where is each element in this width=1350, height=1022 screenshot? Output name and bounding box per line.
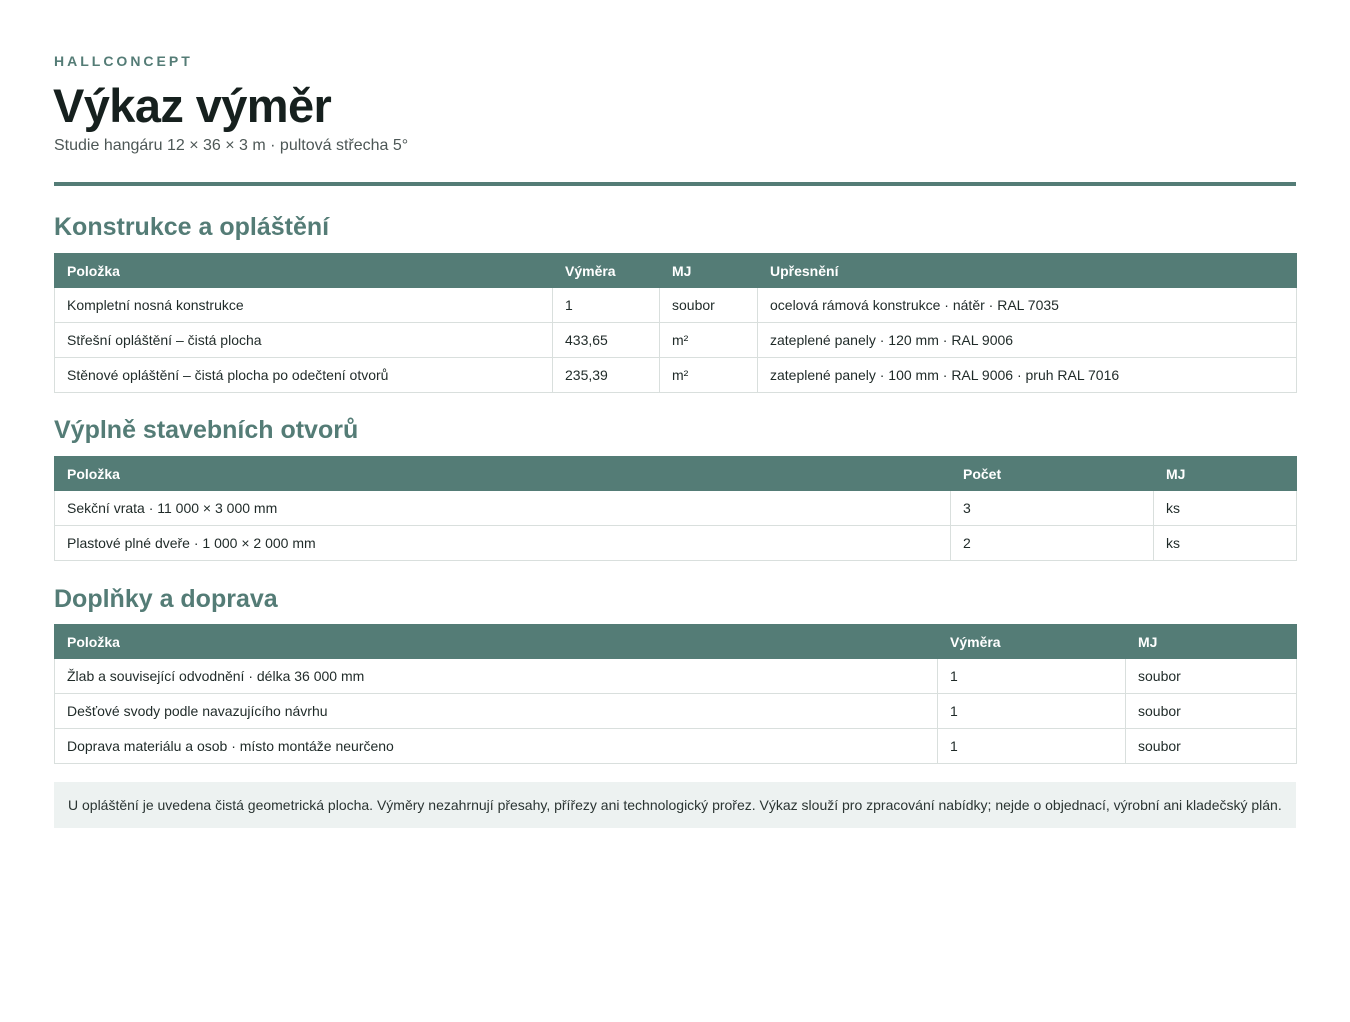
page-subtitle: Studie hangáru 12 × 36 × 3 m · pultová střecha 5° — [54, 137, 409, 154]
table-cell: Plastové plné dveře · 1 000 × 2 000 mm — [55, 526, 951, 561]
table-cell: Sekční vrata · 11 000 × 3 000 mm — [55, 491, 951, 526]
column-header: MJ — [660, 254, 758, 288]
table-cell: Střešní opláštění – čistá plocha — [55, 323, 553, 358]
table-cell: Dešťové svody podle navazujícího návrhu — [55, 694, 938, 729]
table-cell: 1 — [938, 659, 1126, 694]
column-header: Položka — [55, 457, 951, 491]
table-cell: 1 — [553, 288, 660, 323]
table-row — [55, 659, 1297, 694]
section-title-construction: Konstrukce a opláštění — [54, 213, 330, 241]
table-cell: Kompletní nosná konstrukce — [55, 288, 553, 323]
table-cell: soubor — [1126, 694, 1297, 729]
table-cell: 1 — [938, 729, 1126, 764]
table-cell: soubor — [660, 288, 758, 323]
openings-table — [54, 456, 1297, 561]
table-row — [55, 358, 1297, 393]
table-row — [55, 526, 1297, 561]
table-cell: Stěnové opláštění – čistá plocha po odečtení otvorů — [55, 358, 553, 393]
column-header: Počet — [951, 457, 1154, 491]
table-cell: m² — [660, 358, 758, 393]
table-cell: 3 — [951, 491, 1154, 526]
disclaimer-note — [54, 782, 1296, 828]
table-row — [55, 323, 1297, 358]
column-header: MJ — [1154, 457, 1297, 491]
table-cell: soubor — [1126, 729, 1297, 764]
column-header: MJ — [1126, 625, 1297, 659]
table-header-row — [55, 254, 1297, 288]
section-title-openings: Výplně stavebních otvorů — [54, 416, 359, 444]
table-cell: zateplené panely · 100 mm · RAL 9006 · pruh RAL 7016 — [758, 358, 1297, 393]
construction-table — [54, 253, 1297, 393]
column-header: Položka — [55, 254, 553, 288]
table-cell: ks — [1154, 491, 1297, 526]
table-cell: zateplené panely · 120 mm · RAL 9006 — [758, 323, 1297, 358]
table-header-row — [55, 457, 1297, 491]
table-cell: ks — [1154, 526, 1297, 561]
table-cell: 235,39 — [553, 358, 660, 393]
section-title-accessories: Doplňky a doprava — [54, 585, 278, 613]
table-cell: 433,65 — [553, 323, 660, 358]
table-cell: ocelová rámová konstrukce · nátěr · RAL 7035 — [758, 288, 1297, 323]
table-row — [55, 729, 1297, 764]
table-row — [55, 694, 1297, 729]
table-cell: Doprava materiálu a osob · místo montáže neurčeno — [55, 729, 938, 764]
disclaimer-text: U opláštění je uvedena čistá geometrická plocha. Výměry nezahrnují přesahy, přířezy ani technologický prořez. Výkaz slouží pro zpracování nabídky; nejde o objednací, výrobní ani kladečský plán. — [68, 797, 1282, 813]
table-cell: 2 — [951, 526, 1154, 561]
column-header: Upřesnění — [758, 254, 1297, 288]
table-row — [55, 491, 1297, 526]
page-title: Výkaz výměr — [53, 79, 332, 132]
column-header: Výměra — [553, 254, 660, 288]
brand-label: HALLCONCEPT — [54, 53, 193, 69]
table-cell: m² — [660, 323, 758, 358]
table-cell: soubor — [1126, 659, 1297, 694]
column-header: Výměra — [938, 625, 1126, 659]
table-row — [55, 288, 1297, 323]
column-header: Položka — [55, 625, 938, 659]
header-divider — [54, 182, 1296, 186]
accessories-table — [54, 624, 1297, 764]
table-cell: Žlab a související odvodnění · délka 36 000 mm — [55, 659, 938, 694]
table-header-row — [55, 625, 1297, 659]
table-cell: 1 — [938, 694, 1126, 729]
